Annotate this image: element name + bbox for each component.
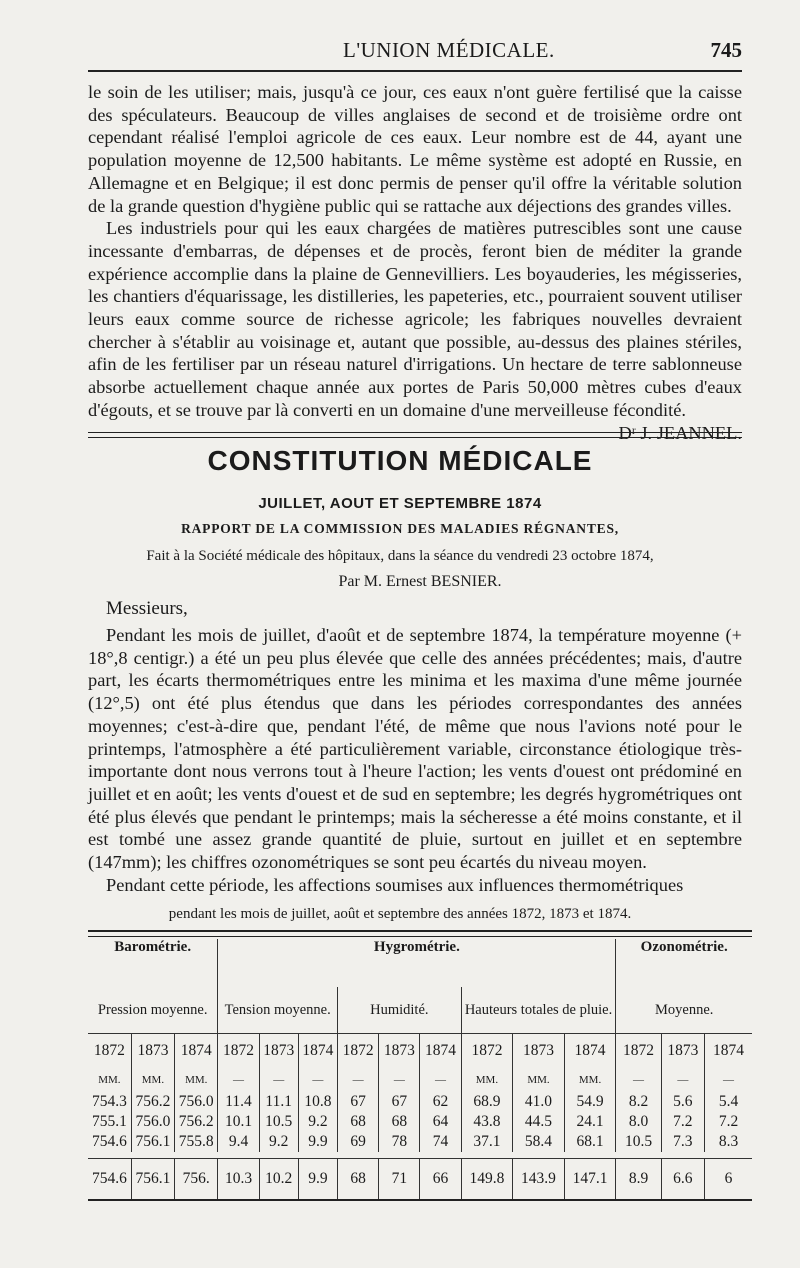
report-body	[88, 624, 742, 896]
table-cell: 54.9	[564, 1092, 616, 1112]
unit-cell: MM.	[513, 1068, 565, 1092]
article-paragraph-2: Les industriels pour qui les eaux chargées de matières putrescibles sont une cause incessante d'embarras, de dépenses et de procès, feront bien de méditer la grande expérience accomplie dans la plaine de Gennevilliers. Les boyauderies, les mégisseries, les chantiers d'équarissage, les distilleries, les papeteries, etc., pourraient souvent utiliser leurs eaux comme source de richesse agricole; les fabriques nouvelles devraient chercher à s'établir au voisinage et, autant que possible, au-dessus des plaines stériles, afin de les fertiliser par un réseau naturel d'irrigations. Un hectare de terre sablonneuse absorbe actuellement chaque année aux portes de Paris 50,000 mètres cubes d'eaux d'égouts, et se trouve par là converti en un domaine d'une merveilleuse fécondité.	[88, 218, 742, 420]
table-cell: 11.1	[259, 1092, 298, 1112]
mean-cell: 6	[705, 1159, 752, 1200]
mean-cell: 149.8	[461, 1159, 513, 1200]
mean-cell: 68	[337, 1159, 378, 1200]
report-paragraph: Pendant les mois de juillet, d'août et de septembre 1874, la température moyenne (+ 18°,8 centigr.) a été un peu plus élevée que celle des années précédentes; mais, d'autre part, les écarts thermométriques entre les minima et les maxima d'une même journée (12°,5) ont été plus étendus que dans les périodes correspondantes des années moyennes; c'est-à-dire que, pendant l'été, de même que nous l'avions noté pour le printemps, l'atmosphère a été particulièrement variable, circonstance étiologique très-importante dont nous verrons tout à l'heure l'action; les vents d'ouest ont prédominé en juillet et en août; les vents d'ouest et de sud en septembre; les degrés hygrométriques ont été plus élevés que pendant le printemps; mais la sécheresse a été moins constante, et il est tombé une assez grande quantité de pluie, surtout en juillet et en septembre (147mm); les chiffres ozonométriques se sont peu écartés du niveau moyen.	[88, 625, 742, 873]
mean-cell: 754.6	[88, 1159, 131, 1200]
year-cell: 1872	[461, 1034, 513, 1069]
table-cell: 67	[379, 1092, 420, 1112]
table-cell: 5.6	[661, 1092, 704, 1112]
table-cell: 9.4	[218, 1132, 259, 1152]
table-cell: 9.2	[298, 1112, 337, 1132]
unit-cell: —	[420, 1068, 461, 1092]
table-cell: 58.4	[513, 1132, 565, 1152]
table-cell: 754.3	[91, 1093, 127, 1110]
group-barometrie: Barométrie.	[114, 939, 192, 955]
unit-cell: MM.	[461, 1068, 513, 1092]
subgroup-tension: Tension moyenne.	[218, 987, 338, 1034]
year-cell: 1872	[616, 1034, 661, 1069]
mean-cell: 71	[379, 1159, 420, 1200]
table-cell: 8.0	[616, 1112, 661, 1132]
subgroup-humidite: Humidité.	[337, 987, 461, 1034]
table-cell: 10.5	[259, 1112, 298, 1132]
table-top-rule	[88, 930, 752, 937]
unit-cell: —	[705, 1068, 752, 1092]
meteo-table	[88, 930, 752, 1201]
unit-cell: MM.	[564, 1068, 616, 1092]
meteo-data-table	[88, 939, 752, 1199]
table-cell: 7.2	[705, 1112, 752, 1132]
table-cell: 756.2	[175, 1112, 218, 1132]
table-cell: 68.1	[564, 1132, 616, 1152]
section-period: JUILLET, AOUT ET SEPTEMBRE 1874	[258, 495, 542, 512]
table-cell: 68	[337, 1112, 378, 1132]
mean-cell: 147.1	[564, 1159, 616, 1200]
table-cell: 7.3	[661, 1132, 704, 1152]
table-cell: 8.2	[616, 1092, 661, 1112]
unit-cell: MM.	[131, 1068, 174, 1092]
year-cell: 1874	[705, 1034, 752, 1069]
running-header	[88, 38, 742, 68]
table-cell: 10.1	[218, 1112, 259, 1132]
year-cell: 1872	[88, 1034, 131, 1069]
table-cell: 11.4	[218, 1092, 259, 1112]
table-cell: 754.6	[91, 1133, 127, 1150]
table-cell: 9.2	[259, 1132, 298, 1152]
unit-cell: —	[337, 1068, 378, 1092]
table-cell: 62	[420, 1092, 461, 1112]
table-cell: 78	[379, 1132, 420, 1152]
table-cell: 756.2	[131, 1092, 174, 1112]
table-row	[88, 1092, 752, 1112]
mean-cell: 8.9	[616, 1159, 661, 1200]
table-cell: 67	[337, 1092, 378, 1112]
unit-cell: MM.	[175, 1068, 218, 1092]
table-cell: 24.1	[564, 1112, 616, 1132]
article-signature: Dʳ J. JEANNEL.	[618, 422, 742, 443]
mean-cell: 10.2	[259, 1159, 298, 1200]
mean-cell: 10.3	[218, 1159, 259, 1200]
table-cell: 68.9	[461, 1092, 513, 1112]
unit-cell: —	[218, 1068, 259, 1092]
table-cell: 69	[337, 1132, 378, 1152]
mean-cell: 756.	[175, 1159, 218, 1200]
table-row	[88, 1132, 752, 1152]
table-cell: 756.0	[131, 1112, 174, 1132]
year-cell: 1874	[564, 1034, 616, 1069]
year-cell: 1873	[259, 1034, 298, 1069]
table-bottom-rule	[88, 1199, 752, 1201]
unit-row	[88, 1068, 752, 1092]
table-cell: 755.8	[175, 1132, 218, 1152]
table-cell: 10.5	[616, 1132, 661, 1152]
report-occasion: Fait à la Société médicale des hôpitaux, dans la séance du vendredi 23 octobre 1874,	[146, 548, 654, 564]
year-cell: 1873	[131, 1034, 174, 1069]
mean-cell: 9.9	[298, 1159, 337, 1200]
report-heading: RAPPORT DE LA COMMISSION DES MALADIES RÉGNANTES,	[181, 521, 619, 536]
journal-title: L'UNION MÉDICALE.	[343, 38, 555, 62]
year-cell: 1872	[337, 1034, 378, 1069]
unit-cell: MM.	[98, 1074, 121, 1086]
table-subgroup-header	[88, 987, 752, 1034]
page-number: 745	[710, 38, 742, 62]
salutation: Messieurs,	[106, 598, 188, 619]
section-title: CONSTITUTION MÉDICALE	[207, 445, 593, 476]
unit-cell: —	[616, 1068, 661, 1092]
table-cell: 755.1	[91, 1113, 127, 1130]
unit-cell: —	[259, 1068, 298, 1092]
table-cell: 8.3	[705, 1132, 752, 1152]
mean-row	[88, 1159, 752, 1200]
table-body	[88, 1092, 752, 1159]
table-group-header	[88, 939, 752, 987]
year-cell: 1873	[379, 1034, 420, 1069]
group-ozonometrie: Ozonométrie.	[616, 939, 752, 987]
year-cell: 1874	[298, 1034, 337, 1069]
report-paragraph-last-line: Pendant cette période, les affections soumises aux influences thermométriques	[106, 874, 684, 895]
table-cell: 10.8	[298, 1092, 337, 1112]
unit-cell: —	[379, 1068, 420, 1092]
table-row	[88, 1112, 752, 1132]
year-cell: 1874	[175, 1034, 218, 1069]
year-cell: 1873	[661, 1034, 704, 1069]
unit-cell: —	[661, 1068, 704, 1092]
table-cell: 5.4	[705, 1092, 752, 1112]
header-rule	[88, 70, 742, 72]
table-cell: 37.1	[461, 1132, 513, 1152]
table-cell: 756.1	[131, 1132, 174, 1152]
subgroup-ozone: Moyenne.	[616, 987, 752, 1034]
table-cell: 9.9	[298, 1132, 337, 1152]
section-separator	[88, 432, 742, 438]
article-paragraph-1: le soin de les utiliser; mais, jusqu'à ce jour, ces eaux n'ont guère fertilisé que la caisse des spéculateurs. Beaucoup de villes anglaises de second et de troisième ordre ont cependant réalisé l'emploi agricole de ces eaux. Leur nombre est de 44, ayant une population moyenne de 12,500 habitants. Le même système est adopté en Russie, en Allemagne et en Belgique; il est donc permis de penser qu'il offre la véritable solution de la grande question d'hygiène public qui se rattache aux déjections des grandes villes.	[88, 82, 742, 216]
mean-cell: 143.9	[513, 1159, 565, 1200]
table-cell: 43.8	[461, 1112, 513, 1132]
year-cell: 1874	[420, 1034, 461, 1069]
mean-cell: 6.6	[661, 1159, 704, 1200]
subgroup-pression: Pression moyenne.	[97, 1001, 208, 1018]
table-cell: 41.0	[513, 1092, 565, 1112]
year-cell: 1872	[218, 1034, 259, 1069]
table-cell: 68	[379, 1112, 420, 1132]
unit-cell: —	[298, 1068, 337, 1092]
table-cell: 74	[420, 1132, 461, 1152]
table-cell: 7.2	[661, 1112, 704, 1132]
year-header-row	[88, 1034, 752, 1069]
mean-cell: 756.1	[131, 1159, 174, 1200]
report-author: Par M. Ernest BESNIER.	[338, 573, 502, 590]
group-hygrometrie: Hygrométrie.	[218, 939, 616, 987]
table-caption: pendant les mois de juillet, août et septembre des années 1872, 1873 et 1874.	[168, 906, 632, 922]
year-cell: 1873	[513, 1034, 565, 1069]
table-cell: 64	[420, 1112, 461, 1132]
table-cell: 44.5	[513, 1112, 565, 1132]
article-continuation	[88, 81, 742, 444]
subgroup-pluie: Hauteurs totales de pluie.	[461, 987, 616, 1034]
mean-cell: 66	[420, 1159, 461, 1200]
table-cell: 756.0	[175, 1092, 218, 1112]
